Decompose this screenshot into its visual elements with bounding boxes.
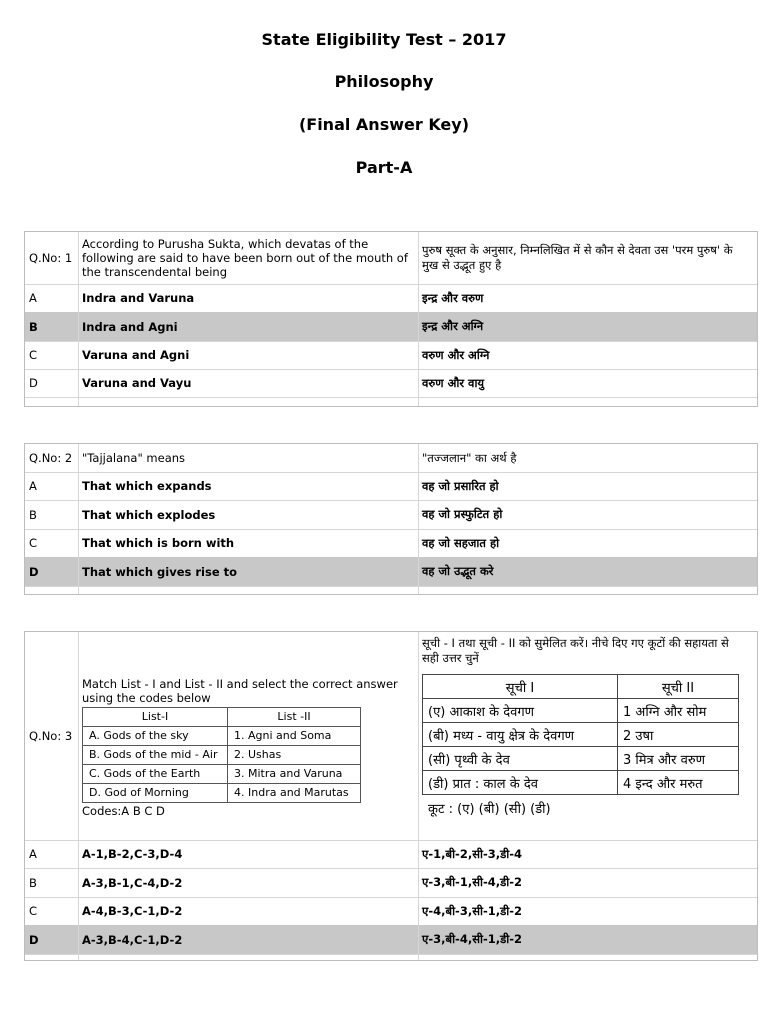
- list-1-item: (बी) मध्य - वायु क्षेत्र के देवगण: [423, 723, 618, 747]
- option-text-english: A-4,B-3,C-1,D-2: [82, 904, 183, 918]
- option-row: [25, 369, 757, 398]
- list-1-item: (ए) आकाश के देवगण: [423, 699, 618, 723]
- option-row-correct: [25, 312, 757, 342]
- question-1-table: [24, 231, 758, 407]
- option-label: A: [29, 291, 37, 305]
- question-row: [25, 632, 757, 841]
- option-row: [25, 472, 757, 501]
- question-2-table: [24, 443, 758, 595]
- option-text-english: Varuna and Vayu: [82, 376, 192, 390]
- option-row: [25, 500, 757, 530]
- option-text-english: A-3,B-1,C-4,D-2: [82, 875, 183, 890]
- option-text-english: That which gives rise to: [82, 564, 238, 579]
- option-row: [25, 341, 757, 370]
- question-text-hindi: सूची - I तथा सूची - II को सुमेलित करें। नीचे दिए गए कूटों की सहायता से सही उत्तर चुनें: [422, 636, 729, 665]
- list-1-item: C. Gods of the Earth: [83, 764, 228, 783]
- option-text-english: That which is born with: [82, 536, 235, 550]
- question-3-table: [24, 631, 758, 961]
- match-list-table-hindi: [422, 674, 739, 795]
- option-text-hindi: ए-1,बी-2,सी-3,डी-4: [422, 846, 522, 861]
- question-number: Q.No: 2: [29, 451, 73, 465]
- match-list-header: [423, 675, 739, 699]
- option-text-hindi: वह जो उद्भूत करे: [422, 564, 494, 578]
- option-label: D: [29, 932, 39, 947]
- list-2-item: 2. Ushas: [228, 745, 361, 764]
- option-label: D: [29, 376, 38, 390]
- list-2-item: 2 उषा: [618, 723, 739, 747]
- question-number: Q.No: 1: [29, 251, 73, 265]
- option-row: [25, 284, 757, 313]
- match-list-row: [423, 723, 739, 747]
- match-list-row: [83, 783, 361, 802]
- option-row: [25, 897, 757, 926]
- answer-key-title: (Final Answer Key): [298, 115, 470, 134]
- list-1-item: B. Gods of the mid - Air: [83, 745, 228, 764]
- document-title: State Eligibility Test – 2017: [261, 30, 507, 49]
- list-1-item: (सी) पृथ्वी के देव: [423, 747, 618, 771]
- option-row: [25, 868, 757, 898]
- match-list-table-english: [82, 707, 361, 803]
- option-text-hindi: वरुण और वायु: [422, 375, 485, 390]
- option-text-english: Varuna and Agni: [82, 348, 190, 362]
- question-text-hindi: पुरुष सूक्त के अनुसार, निम्नलिखित में से कौन से देवता उस 'परम पुरुष' के मुख से उद्भूत हुए है: [422, 243, 733, 272]
- list-2-item: 4. Indra and Marutas: [228, 783, 361, 802]
- option-text-english: Indra and Agni: [82, 319, 178, 334]
- option-text-hindi: ए-3,बी-4,सी-1,डी-2: [422, 932, 522, 946]
- option-text-hindi: वह जो सहजात हो: [422, 535, 500, 550]
- option-text-hindi: वरुण और अग्नि: [422, 347, 490, 362]
- question-row: [25, 232, 757, 285]
- match-list-row: [83, 726, 361, 745]
- question-text-hindi: "तज्जलान" का अर्थ है: [422, 450, 517, 465]
- question-hindi-cell: [418, 632, 757, 840]
- option-text-hindi: ए-4,बी-3,सी-1,डी-2: [422, 903, 522, 918]
- list-2-item: 4 इन्द और मरुत: [618, 771, 739, 795]
- question-english-cell: [78, 632, 418, 840]
- codes-english: Codes:A B C D: [82, 803, 165, 818]
- option-text-hindi: वह जो प्रस्फुटित हो: [422, 507, 503, 521]
- question-row: [25, 444, 757, 473]
- match-list-row: [83, 745, 361, 764]
- option-text-hindi: वह जो प्रसारित हो: [422, 478, 499, 493]
- match-list-row: [423, 771, 739, 795]
- option-text-hindi: इन्द्र और अग्नि: [422, 319, 484, 333]
- option-row: [25, 529, 757, 558]
- match-list-header: [83, 707, 361, 726]
- match-list-row: [423, 747, 739, 771]
- list-1-item: A. Gods of the sky: [83, 726, 228, 745]
- option-row-correct: [25, 925, 757, 955]
- option-row: [25, 840, 757, 869]
- question-text-english: According to Purusha Sukta, which devatas of the following are said to have been born out of the mouth of the transcendental being: [82, 237, 408, 279]
- column-divider: [418, 632, 419, 960]
- column-divider: [78, 444, 79, 594]
- option-label: B: [29, 875, 37, 890]
- option-label: B: [29, 507, 37, 522]
- option-text-hindi: ए-3,बी-1,सी-4,डी-2: [422, 875, 522, 889]
- option-label: A: [29, 479, 37, 493]
- option-label: C: [29, 904, 38, 918]
- option-label: D: [29, 564, 39, 579]
- codes-hindi: कूट : (ए) (बी) (सी) (डी): [428, 802, 551, 817]
- list-2-header: List -II: [228, 707, 361, 726]
- list-1-item: D. God of Morning: [83, 783, 228, 802]
- option-text-english: A-1,B-2,C-3,D-4: [82, 847, 183, 861]
- list-2-item: 3. Mitra and Varuna: [228, 764, 361, 783]
- option-label: B: [29, 319, 38, 334]
- question-text-english: "Tajjalana" means: [82, 451, 186, 465]
- list-1-header: सूची I: [423, 675, 618, 699]
- option-label: C: [29, 348, 38, 362]
- list-1-item: (डी) प्रात : काल के देव: [423, 771, 618, 795]
- option-label: C: [29, 536, 38, 550]
- subject-title: Philosophy: [334, 72, 434, 91]
- option-text-hindi: इन्द्र और वरुण: [422, 290, 484, 305]
- list-1-header: List-I: [83, 707, 228, 726]
- list-2-item: 1 अग्नि और सोम: [618, 699, 739, 723]
- option-text-english: That which explodes: [82, 507, 216, 522]
- option-row-correct: [25, 557, 757, 587]
- list-2-item: 1. Agni and Soma: [228, 726, 361, 745]
- column-divider: [418, 232, 419, 406]
- option-label: A: [29, 847, 37, 861]
- list-2-header: सूची II: [618, 675, 739, 699]
- option-text-english: A-3,B-4,C-1,D-2: [82, 932, 183, 947]
- column-divider: [78, 632, 79, 960]
- question-text-english: Match List - I and List - II and select the correct answer using the codes below: [82, 676, 398, 705]
- match-list-row: [423, 699, 739, 723]
- list-2-item: 3 मित्र और वरुण: [618, 747, 739, 771]
- match-list-row: [83, 764, 361, 783]
- option-text-english: Indra and Varuna: [82, 291, 195, 305]
- column-divider: [418, 444, 419, 594]
- part-title: Part-A: [355, 158, 413, 177]
- column-divider: [78, 232, 79, 406]
- question-number: Q.No: 3: [29, 729, 73, 743]
- option-text-english: That which expands: [82, 479, 212, 493]
